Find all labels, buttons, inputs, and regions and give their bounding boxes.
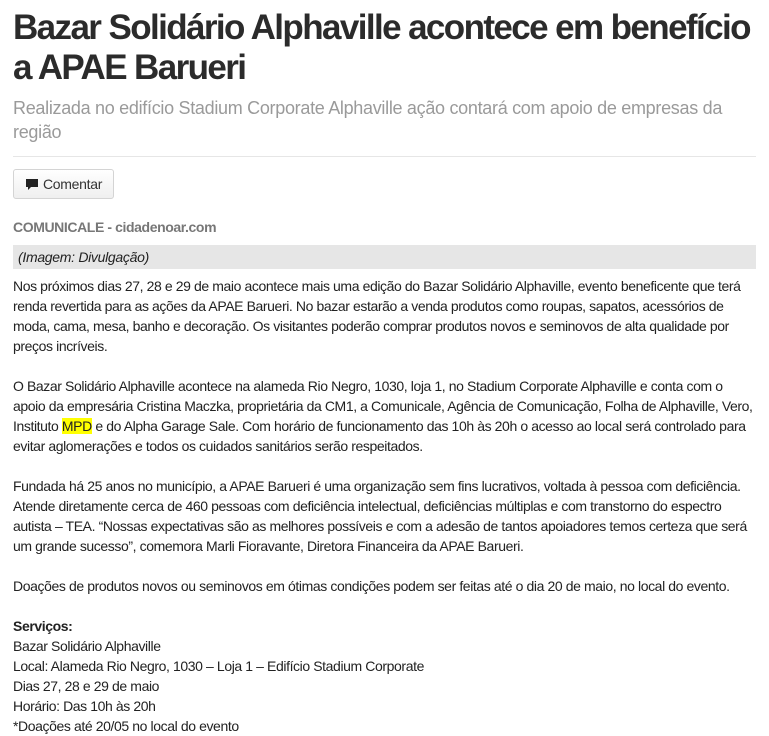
paragraph-2-text-after: e do Alpha Garage Sale. Com horário de funcionamento das 10h às 20h o acesso ao local será controlado para evitar aglomerações e todos os cuidados sanitários serão respeitados. — [13, 418, 746, 454]
paragraph-4: Doações de produtos novos ou seminovos em ótimas condições podem ser feitas até o dia 20 de maio, no local do evento. — [13, 578, 730, 594]
services-line: Dias 27, 28 e 29 de maio — [13, 678, 160, 694]
services-block — [13, 616, 756, 736]
comment-button[interactable] — [13, 169, 114, 199]
image-caption: (Imagem: Divulgação) — [13, 245, 756, 269]
divider — [13, 156, 756, 157]
speech-bubble-icon — [25, 178, 39, 191]
article-subtitle: Realizada no edifício Stadium Corporate Alphaville ação contará com apoio de empresas da região — [13, 98, 723, 142]
article-source: COMUNICALE - cidadenoar.com — [13, 219, 217, 235]
article-title: Bazar Solidário Alphaville acontece em benefício a APAE Barueri — [13, 8, 750, 87]
services-line: Local: Alameda Rio Negro, 1030 – Loja 1 – Edifício Stadium Corporate — [13, 658, 424, 674]
article-body — [13, 276, 756, 736]
paragraph-2-text-before: O Bazar Solidário Alphaville acontece na alameda Rio Negro, 1030, loja 1, no Stadium Corporate Alphaville e conta com o apoio da empresária Cristina Maczka, proprietária da CM1, a Comunicale, Agência de Comunicação, Folha de Alphaville, Vero, Instituto — [13, 378, 753, 434]
paragraph-2 — [13, 376, 756, 456]
services-heading: Serviços: — [13, 618, 73, 634]
services-line: Bazar Solidário Alphaville — [13, 638, 161, 654]
services-line: *Doações até 20/05 no local do evento — [13, 718, 239, 734]
highlighted-term: MPD — [61, 418, 92, 434]
services-line: Horário: Das 10h às 20h — [13, 698, 156, 714]
paragraph-1: Nos próximos dias 27, 28 e 29 de maio acontece mais uma edição do Bazar Solidário Alphaville, evento beneficente que terá renda revertida para as ações da APAE Barueri. No bazar estarão a venda produtos como roupas, sapatos, acessórios de moda, cama, mesa, banho e decoração. Os visitantes poderão comprar produtos novos e seminovos de alta qualidade por preços incríveis. — [13, 278, 741, 354]
paragraph-3: Fundada há 25 anos no município, a APAE Barueri é uma organização sem fins lucrativos, voltada à pessoa com deficiência. Atende diretamente cerca de 460 pessoas com deficiência intelectual, deficiências múltiplas e com transtorno do espectro autista – TEA. “Nossas expectativas são as melhores possíveis e com a adesão de tantos apoiadores temos certeza que será um grande sucesso”, comemora Marli Fioravante, Diretora Financeira da APAE Barueri. — [13, 478, 747, 554]
comment-button-label: Comentar — [43, 176, 103, 192]
